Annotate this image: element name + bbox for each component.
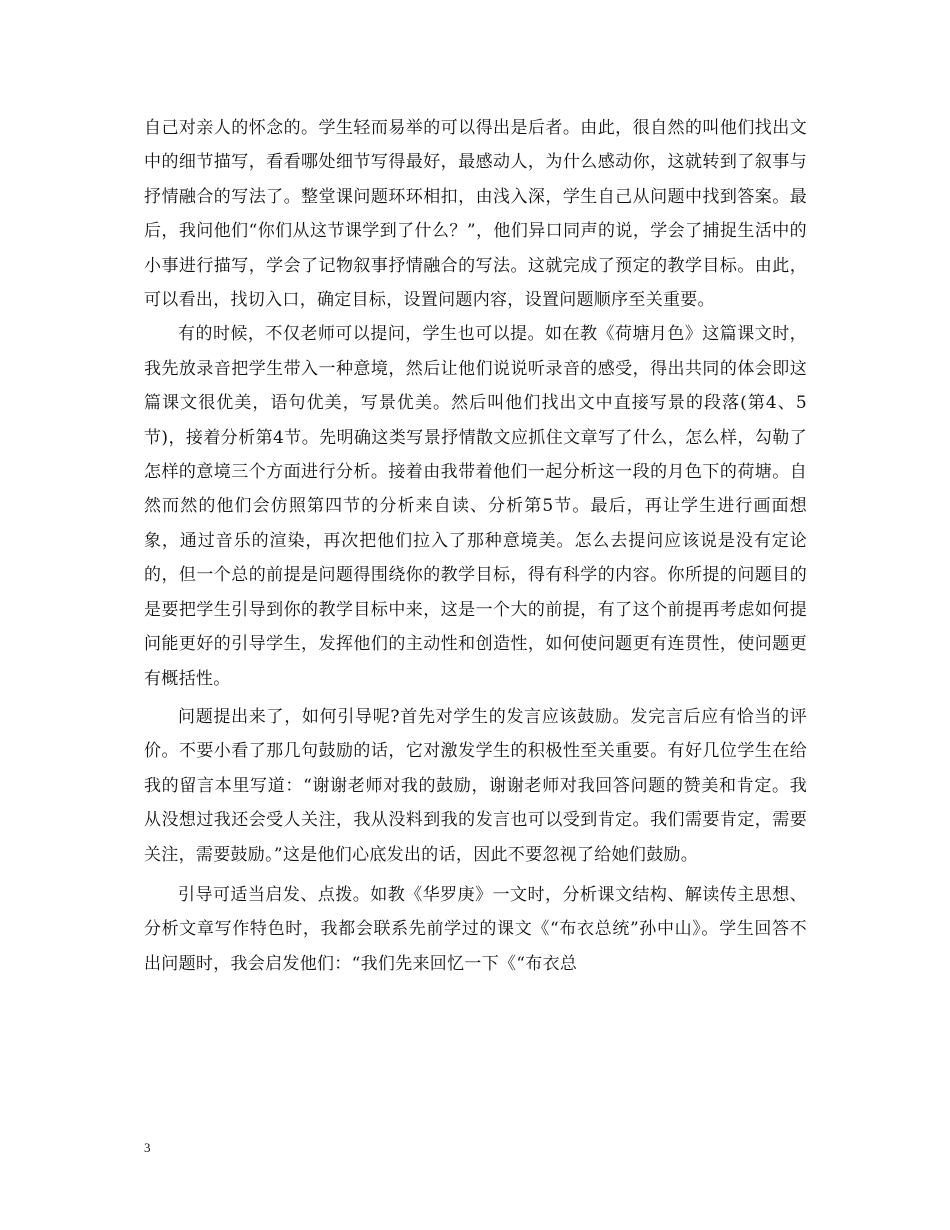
paragraph-encouragement: 问题提出来了，如何引导呢?首先对学生的发言应该鼓励。发完言后应有恰当的评价。不要小看了那几句鼓励的话，它对激发学生的积极性至关重要。有好几位学生在给我的留言本里写道：“谢谢老师对我的鼓励，谢谢老师对我回答问题的赞美和肯定。我从没想过我还会受人关注，我从没料到我的发言也可以受到肯定。我们需要肯定，需要关注，需要鼓励。”这是他们心底发出的话，因此不要忽视了给她们鼓励。 <box>144 706 807 865</box>
paragraph-guidance: 引导可适当启发、点拨。如教《华罗庚》一文时，分析课文结构、解读传主思想、分析文章写作特色时，我都会联系先前学过的课文《“布衣总统”孙中山》。学生回答不出问题时，我会启发他们：“我们先来回忆一下《“布衣总 <box>144 884 807 974</box>
page-number: 3 <box>144 1140 151 1155</box>
document-body <box>144 111 807 981</box>
paragraph-student-questions: 有的时候，不仅老师可以提问，学生也可以提。如在教《荷塘月色》这篇课文时，我先放录音把学生带入一种意境，然后让他们说说听录音的感受，得出共同的体会即这篇课文很优美，语句优美，写景优美。然后叫他们找出文中直接写景的段落(第4、5节)，接着分析第4节。先明确这类写景抒情散文应抓住文章写了什么，怎么样，勾勒了怎样的意境三个方面进行分析。接着由我带着他们一起分析这一段的月色下的荷塘。自然而然的他们会仿照第四节的分析来自读、分析第5节。最后，再让学生进行画面想象，通过音乐的渲染，再次把他们拉入了那种意境美。怎么去提问应该说是没有定论的，但一个总的前提是问题得围绕你的教学目标，得有科学的内容。你所提的问题目的是要把学生引导到你的教学目标中来，这是一个大的前提，有了这个前提再考虑如何提问能更好的引导学生，发挥他们的主动性和创造性，如何使问题更有连贯性，使问题更有概括性。 <box>144 324 807 689</box>
paragraph-continued: 自己对亲人的怀念的。学生轻而易举的可以得出是后者。由此，很自然的叫他们找出文中的细节描写，看看哪处细节写得最好，最感动人，为什么感动你，这就转到了叙事与抒情融合的写法了。整堂课问题环环相扣，由浅入深，学生自己从问题中找到答案。最后，我问他们“你们从这节课学到了什么？”，他们异口同声的说，学会了捕捉生活中的小事进行描写，学会了记物叙事抒情融合的写法。这就完成了预定的教学目标。由此，可以看出，找切入口，确定目标，设置问题内容，设置问题顺序至关重要。 <box>144 118 807 311</box>
